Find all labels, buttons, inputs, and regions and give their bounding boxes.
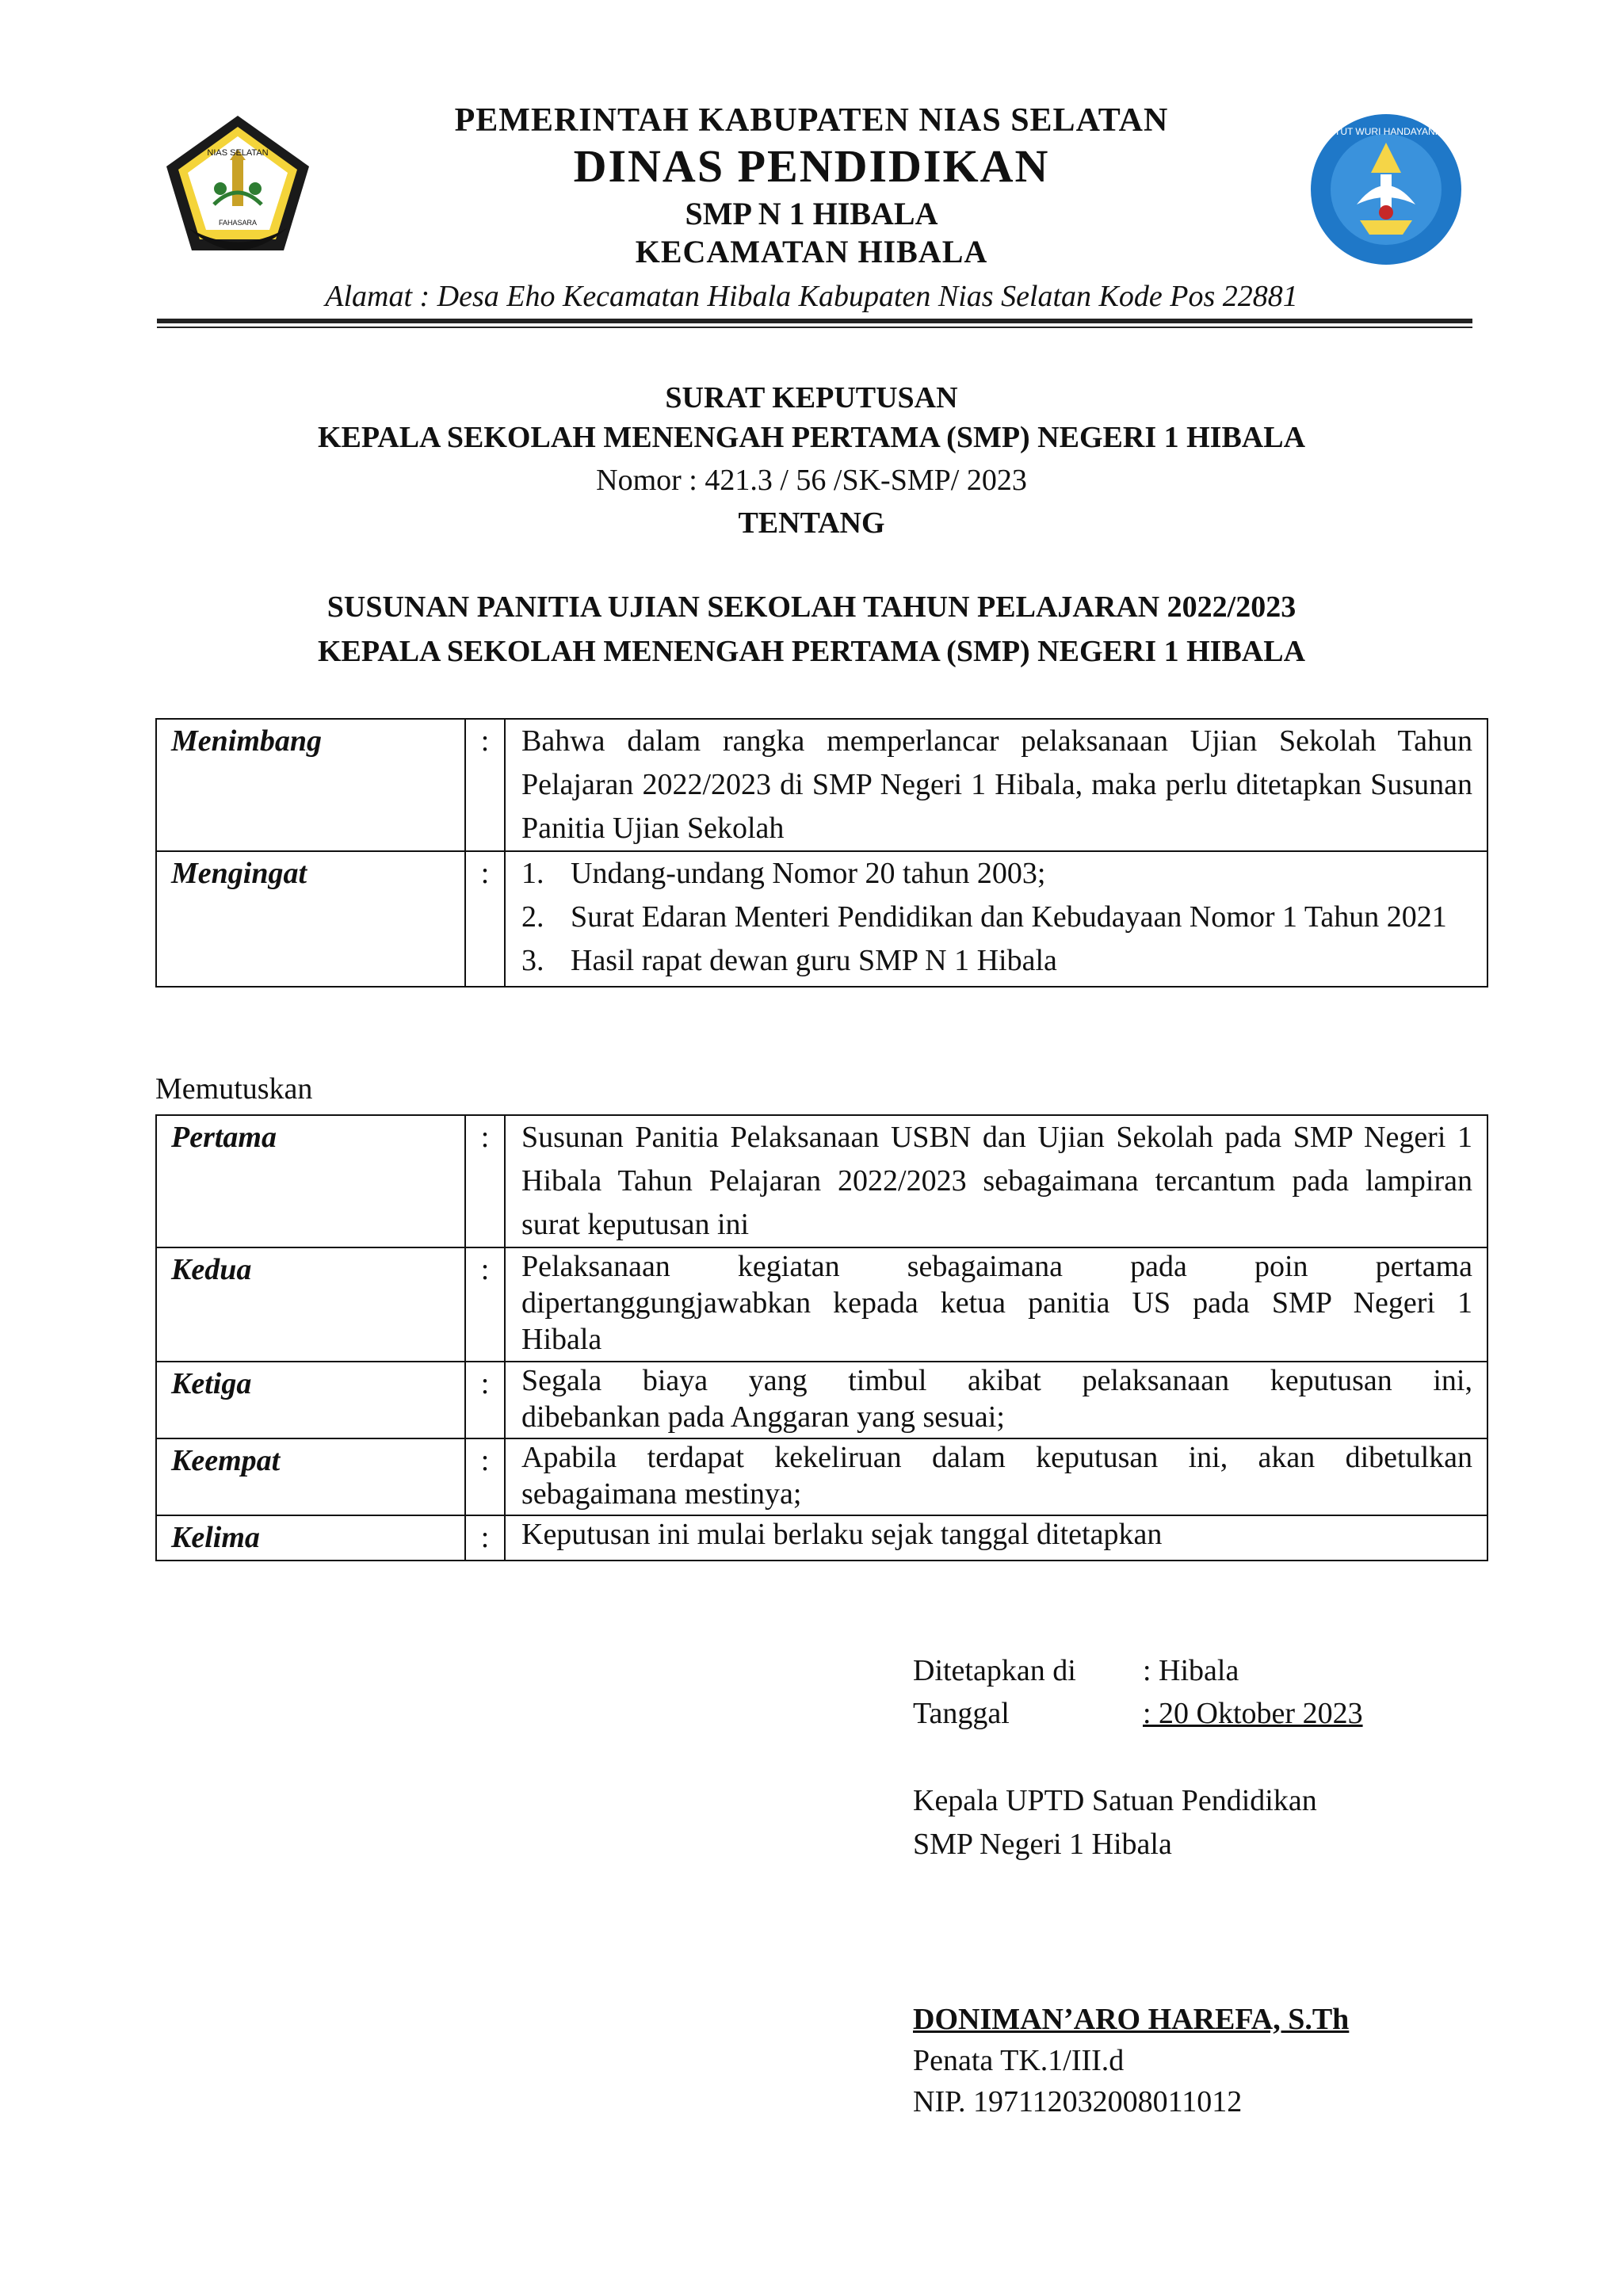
decision-colon: : — [465, 1515, 505, 1561]
document-subject-1: SUSUNAN PANITIA UJIAN SEKOLAH TAHUN PELAJARAN 2022/2023 — [327, 590, 1296, 624]
letterhead-government: PEMERINTAH KABUPATEN NIAS SELATAN — [454, 102, 1169, 139]
document-subject-2: KEPALA SEKOLAH MENENGAH PERTAMA (SMP) NEGERI 1 HIBALA — [317, 635, 1306, 668]
signature-date — [913, 1696, 1363, 1731]
emblem-motto: TUT WURI HANDAYANI — [1334, 126, 1438, 137]
signature-date-label: Tanggal — [913, 1697, 1010, 1730]
document-about: TENTANG — [738, 506, 885, 540]
emblem-text-bottom: FAHASARA — [218, 219, 258, 227]
menimbang-row — [156, 719, 1487, 851]
decision-table — [155, 1114, 1488, 1561]
list-item — [521, 852, 1472, 896]
menimbang-label: Menimbang — [156, 719, 465, 851]
decision-text — [505, 1362, 1487, 1438]
signature-date-value: : 20 Oktober 2023 — [1143, 1697, 1363, 1730]
letterhead-department: DINAS PENDIDIKAN — [573, 140, 1050, 192]
decision-row-keempat — [156, 1438, 1487, 1515]
decision-text-line: Pelaksanaan kegiatan sebagaimana pada poin pertama — [521, 1250, 1472, 1283]
considerations-table — [155, 718, 1488, 988]
letterhead-district: KECAMATAN HIBALA — [635, 234, 988, 269]
list-item-text: Undang-undang Nomor 20 tahun 2003; — [571, 857, 1046, 890]
decision-text: Keputusan ini mulai berlaku sejak tanggal ditetapkan — [505, 1515, 1487, 1561]
signatory-rank: Penata TK.1/III.d — [913, 2044, 1125, 2077]
list-item-text: Hasil rapat dewan guru SMP N 1 Hibala — [571, 944, 1057, 977]
letterhead-school: SMP N 1 HIBALA — [685, 196, 938, 231]
menimbang-text: Bahwa dalam rangka memperlancar pelaksanaan Ujian Sekolah Tahun Pelajaran 2022/2023 di SMP Negeri 1 Hibala, maka perlu ditetapkan Susunan Panitia Ujian Sekolah — [505, 719, 1487, 851]
signature-place-label: Ditetapkan di — [913, 1654, 1076, 1687]
letterhead-rule-thin — [157, 327, 1472, 328]
decision-colon: : — [465, 1438, 505, 1515]
decision-text-line: dipertanggungjawabkan kepada ketua panitia US pada SMP Negeri 1 — [521, 1286, 1472, 1320]
letterhead-rule-thick — [157, 319, 1472, 323]
letterhead-address: Alamat : Desa Eho Kecamatan Hibala Kabupaten Nias Selatan Kode Pos 22881 — [325, 280, 1298, 313]
decision-label: Kedua — [156, 1247, 465, 1362]
decision-row-ketiga — [156, 1362, 1487, 1438]
mengingat-label: Mengingat — [156, 851, 465, 987]
document-number: Nomor : 421.3 / 56 /SK-SMP/ 2023 — [596, 464, 1027, 497]
decision-text-line: Segala biaya yang timbul akibat pelaksanaan keputusan ini, — [521, 1364, 1472, 1397]
decision-row-kelima — [156, 1515, 1487, 1561]
signatory-name: DONIMAN’ARO HAREFA, S.Th — [913, 2003, 1350, 2036]
document-title: SURAT KEPUTUSAN — [665, 381, 958, 415]
mengingat-list — [505, 851, 1487, 987]
decision-text — [505, 1247, 1487, 1362]
list-item-number: 1. — [521, 857, 544, 890]
decision-label: Kelima — [156, 1515, 465, 1561]
menimbang-colon: : — [465, 719, 505, 851]
signature-position-1: Kepala UPTD Satuan Pendidikan — [913, 1784, 1317, 1817]
decision-label: Ketiga — [156, 1362, 465, 1438]
list-item-number: 2. — [521, 900, 544, 934]
list-item-number: 3. — [521, 944, 544, 977]
decision-label: Keempat — [156, 1438, 465, 1515]
decision-text-line: Hibala — [521, 1323, 602, 1356]
decision-heading: Memutuskan — [155, 1072, 313, 1106]
list-item — [521, 896, 1472, 939]
decision-label: Pertama — [156, 1115, 465, 1247]
mengingat-colon: : — [465, 851, 505, 987]
tut-wuri-handayani-icon — [1308, 111, 1465, 268]
emblem-text-top: NIAS SELATAN — [207, 148, 269, 158]
decision-text — [505, 1438, 1487, 1515]
decision-colon: : — [465, 1362, 505, 1438]
decision-row-kedua — [156, 1247, 1487, 1362]
mengingat-row — [156, 851, 1487, 987]
list-item — [521, 939, 1472, 983]
decision-colon: : — [465, 1247, 505, 1362]
signature-place — [913, 1653, 1239, 1688]
decision-text: Susunan Panitia Pelaksanaan USBN dan Ujian Sekolah pada SMP Negeri 1 Hibala Tahun Pelajaran 2022/2023 sebagaimana tercantum pada lampiran surat keputusan ini — [505, 1115, 1487, 1247]
signature-place-value: : Hibala — [1143, 1654, 1239, 1687]
decision-text-line: dibebankan pada Anggaran yang sesuai; — [521, 1400, 1005, 1434]
decision-text-line: sebagaimana mestinya; — [521, 1477, 802, 1511]
signature-position-2: SMP Negeri 1 Hibala — [913, 1828, 1172, 1861]
document-issuer: KEPALA SEKOLAH MENENGAH PERTAMA (SMP) NEGERI 1 HIBALA — [317, 421, 1306, 454]
decision-row-pertama — [156, 1115, 1487, 1247]
signatory-nip: NIP. 197112032008011012 — [913, 2085, 1243, 2118]
list-item-text: Surat Edaran Menteri Pendidikan dan Kebudayaan Nomor 1 Tahun 2021 — [571, 900, 1447, 934]
decision-colon: : — [465, 1115, 505, 1247]
decision-text-line: Apabila terdapat kekeliruan dalam keputusan ini, akan dibetulkan — [521, 1441, 1472, 1474]
